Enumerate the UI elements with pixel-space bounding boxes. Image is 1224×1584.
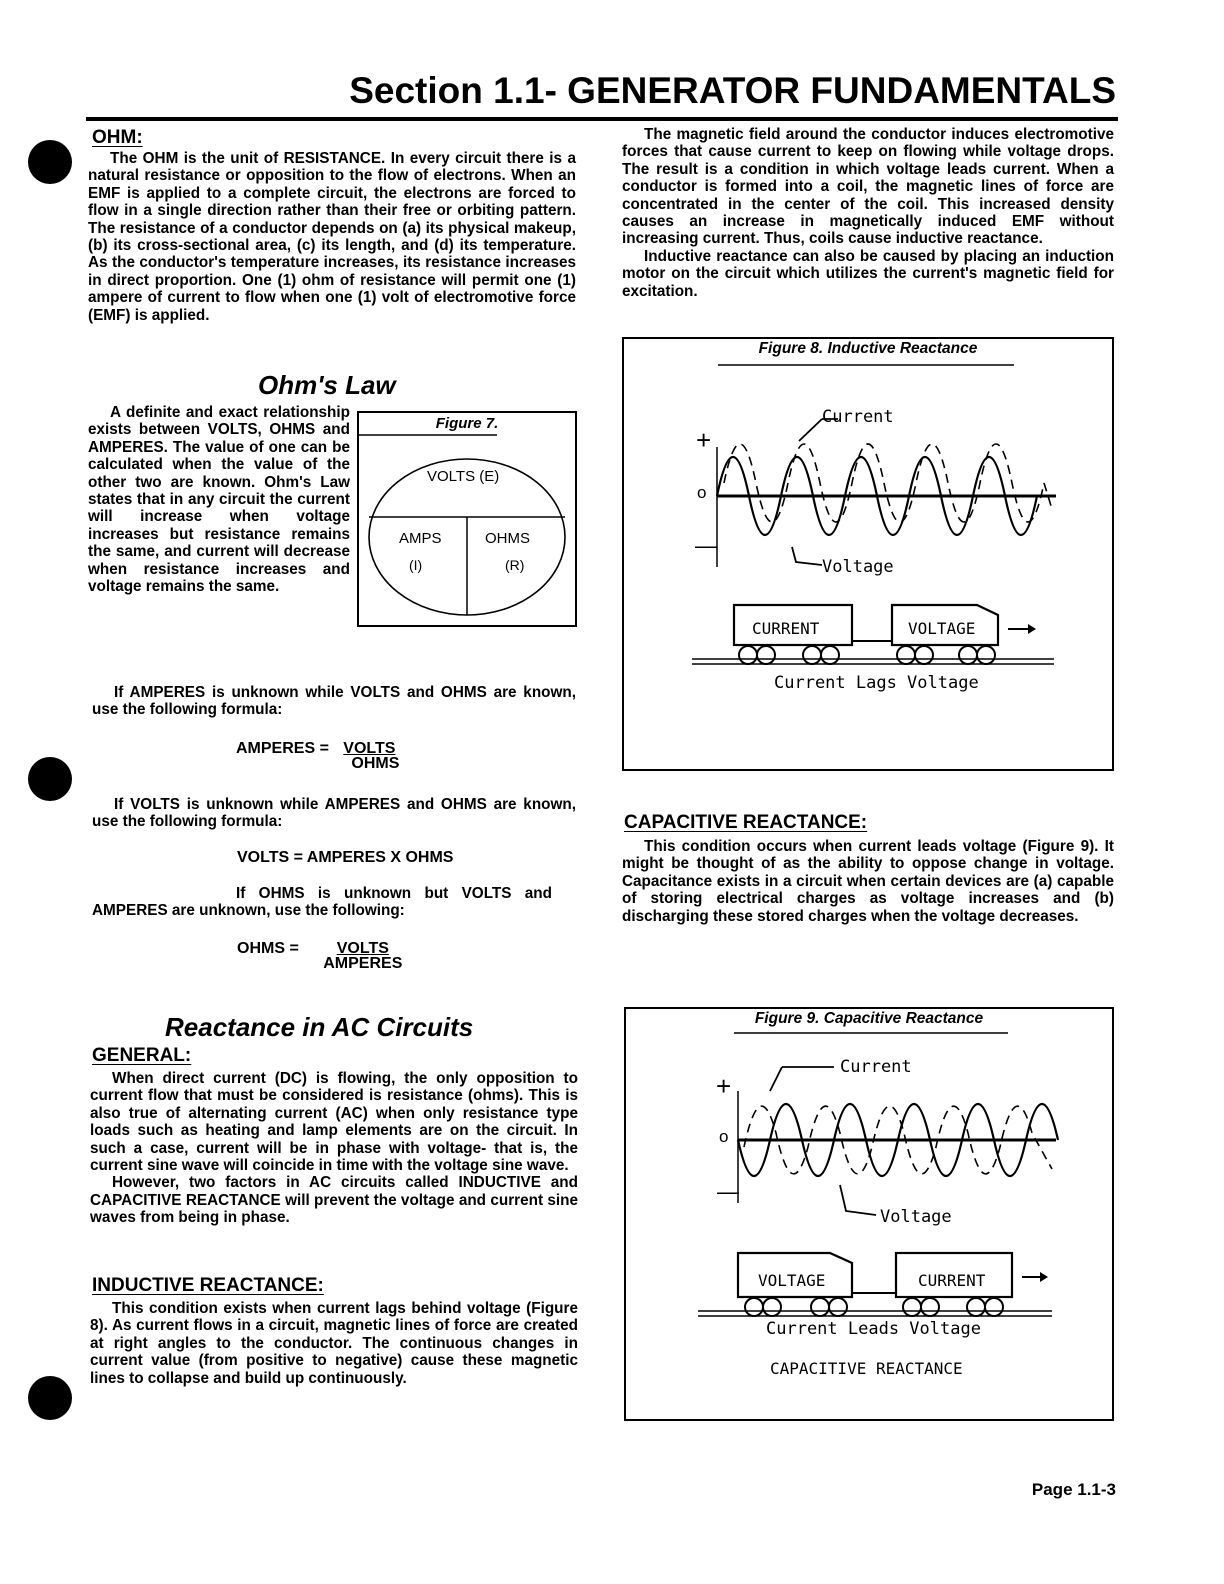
ohms-law-body	[88, 404, 350, 595]
amperes-formula-denominator: OHMS	[351, 755, 400, 772]
ohms-intro-text: If OHMS is unknown but VOLTS and AMPERES are unknown, use the following:	[92, 885, 552, 920]
page-number: Page 1.1-3	[1031, 1480, 1116, 1499]
magnetic-body	[622, 126, 1114, 300]
ohm-heading: OHM:	[92, 127, 143, 148]
capacitive-heading: CAPACITIVE REACTANCE:	[624, 812, 868, 833]
reactance-title: Reactance in AC Circuits	[165, 1012, 474, 1042]
fig8-current-label: Current	[822, 407, 894, 427]
fig8-voltage-label: Voltage	[822, 557, 894, 577]
capacitive-body	[622, 838, 1114, 925]
inductive-heading: INDUCTIVE REACTANCE:	[92, 1275, 324, 1296]
fig8-plus: +	[696, 425, 712, 455]
fig7-amps: AMPS	[399, 530, 442, 547]
volts-intro-text: If VOLTS is unknown while AMPERES and OHMS are known, use the following formula:	[92, 796, 576, 831]
amperes-formula-numerator: VOLTS	[343, 740, 396, 757]
ohm-paragraph: The OHM is the unit of RESISTANCE. In every circuit there is a natural resistance or opposition to the flow of electrons. When an EMF is applied to a complete circuit, the electrons are forced to flow in a single direction rather than their free or orbiting pattern. The resistance of a conductor depends on (a) its physical makeup, (b) its cross-sectional area, (c) its length, and (d) its temperature. As the conductor's temperature increases, its resistance increases in direct proportion. One (1) ohm of resistance will permit one (1) ampere of current to flow when one (1) volt of electromotive force (EMF) is applied.	[88, 150, 576, 324]
figure-8	[622, 337, 1114, 771]
binder-hole-middle	[28, 757, 72, 801]
binder-hole-top	[28, 140, 72, 184]
general-body	[90, 1070, 578, 1227]
fig9-car-1-label: VOLTAGE	[758, 1271, 826, 1290]
fig9-plus: +	[716, 1071, 732, 1101]
inductive-body	[90, 1300, 578, 1387]
fig9-footer: Current Leads Voltage	[766, 1319, 981, 1339]
fig8-zero: o	[697, 483, 707, 502]
amperes-intro	[92, 684, 576, 719]
ohms-law-title: Ohm's Law	[258, 370, 396, 400]
ohm-body	[88, 150, 576, 324]
ohms-law-circle-diagram	[357, 411, 577, 627]
general-paragraph-2: However, two factors in AC circuits called INDUCTIVE and CAPACITIVE REACTANCE will prevent the voltage and current sine waves from being in phase.	[90, 1174, 578, 1227]
fig9-voltage-label: Voltage	[880, 1207, 952, 1227]
amperes-intro-text: If AMPERES is unknown while VOLTS and OHMS are known, use the following formula:	[92, 684, 576, 719]
ohms-formula-lhs: OHMS =	[237, 940, 299, 957]
magnetic-paragraph-1: The magnetic field around the conductor induces electromotive forces that cause current to keep on flowing while voltage drops. The result is a condition in which voltage leads current. When a conductor is formed into a coil, the magnetic lines of force are concentrated in the center of the coil. This increased density causes an increase in magnetically induced EMF without increasing current. Thus, coils cause inductive reactance.	[622, 126, 1114, 248]
fig8-car-2-label: VOLTAGE	[908, 619, 976, 638]
general-paragraph-1: When direct current (DC) is flowing, the only opposition to current flow that must be considered is resistance (ohms). This is also true of alternating current (AC) when only resistance type loads such as heating and lamp elements are on the circuit. In such a case, current will be in phase with voltage- that is, the current sine wave will coincide in time with the voltage sine wave.	[90, 1070, 578, 1175]
fig8-car-1-label: CURRENT	[752, 619, 820, 638]
ohms-formula	[237, 940, 402, 973]
amperes-formula-lhs: AMPERES =	[236, 740, 329, 757]
fig8-minus: —	[695, 533, 717, 558]
capacitive-paragraph: This condition occurs when current leads voltage (Figure 9). It might be thought of as the ability to oppose change in voltage. Capacitance exists in a circuit when certain devices are (a) capable of storing electrical charges as voltage increases and (b) discharging these stored charges when the voltage decreases.	[622, 838, 1114, 925]
fig9-car-2-label: CURRENT	[918, 1271, 986, 1290]
fig7-ohms-symbol: (R)	[505, 557, 525, 573]
volts-intro	[92, 796, 576, 831]
inductive-paragraph: This condition exists when current lags behind voltage (Figure 8). As current flows in a circuit, magnetic lines of force are created at right angles to the conductor. The continuous changes in current value (from positive to negative) cause these magnetic lines to collapse and build up continuously.	[90, 1300, 578, 1387]
fig9-subtitle: CAPACITIVE REACTANCE	[770, 1359, 963, 1378]
amperes-formula	[236, 740, 399, 773]
ohms-formula-denominator: AMPERES	[323, 955, 403, 972]
fig9-zero: o	[719, 1127, 729, 1146]
fig7-ohms: OHMS	[485, 530, 530, 547]
ohms-formula-numerator: VOLTS	[336, 940, 389, 957]
fig8-footer: Current Lags Voltage	[774, 673, 979, 693]
figure-9-caption: Figure 9. Capacitive Reactance	[754, 1010, 984, 1027]
binder-hole-bottom	[28, 1376, 72, 1420]
figure-7	[357, 411, 577, 627]
ohms-law-paragraph: A definite and exact relationship exists between VOLTS, OHMS and AMPERES. The value of one can be calculated when the value of the other two are known. Ohm's Law states that in any circuit the current will increase when voltage increases but resistance remains the same, and current will decrease when resistance increases and voltage remains the same.	[88, 404, 350, 596]
figure-9	[624, 1007, 1114, 1421]
figure-7-caption: Figure 7.	[435, 415, 499, 432]
magnetic-paragraph-2: Inductive reactance can also be caused by placing an induction motor on the circuit which utilizes the current's magnetic field for excitation.	[622, 247, 1114, 300]
fig9-current-label: Current	[840, 1057, 912, 1077]
page-title: Section 1.1- GENERATOR FUNDAMENTALS	[349, 70, 1116, 111]
ohms-intro	[92, 885, 552, 920]
figure-8-caption: Figure 8. Inductive Reactance	[758, 340, 978, 357]
fig7-volts: VOLTS (E)	[427, 468, 500, 485]
general-heading: GENERAL:	[92, 1045, 192, 1066]
header-rule	[86, 117, 1118, 121]
fig7-amps-symbol: (I)	[409, 557, 423, 573]
fig9-minus: —	[717, 1179, 739, 1204]
volts-formula: VOLTS = AMPERES X OHMS	[237, 849, 454, 866]
